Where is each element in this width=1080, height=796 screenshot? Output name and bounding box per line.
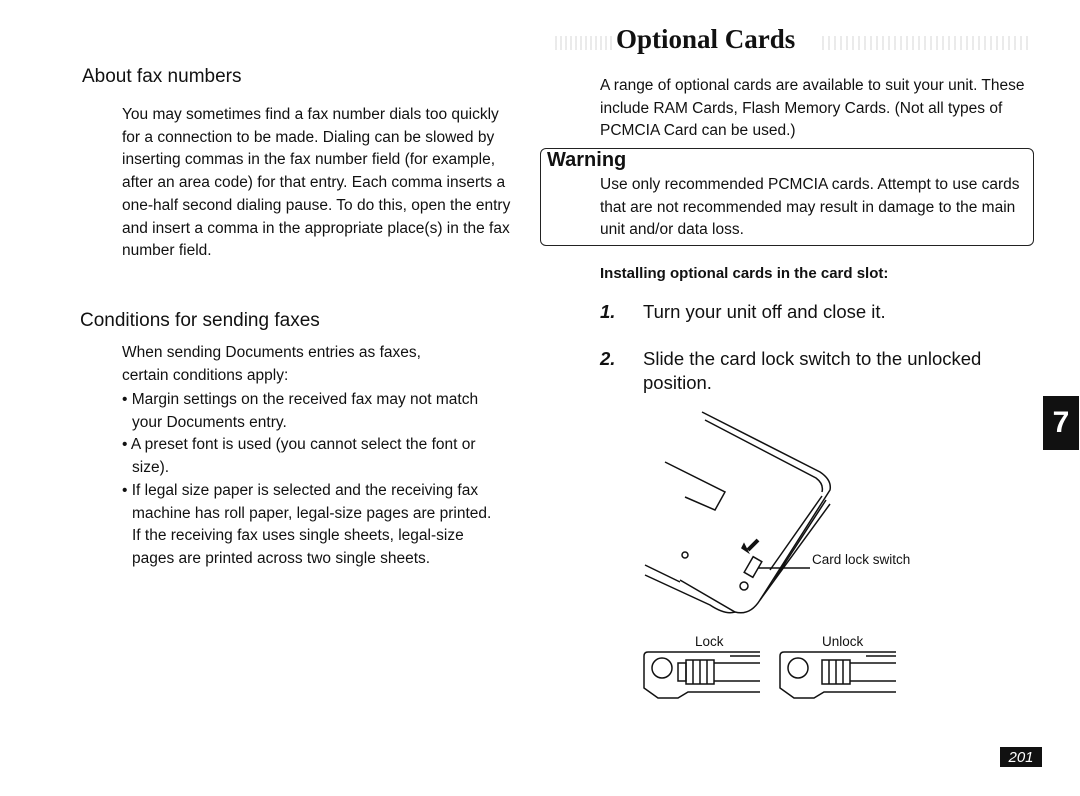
- section-heading-conditions: Conditions for sending faxes: [80, 310, 320, 331]
- lock-label: Lock: [695, 634, 724, 649]
- title-decoration: [822, 36, 1032, 50]
- warning-text: Use only recommended PCMCIA cards. Attempt to use cards that are not recommended may result in damage to the main unit and/or data loss.: [600, 176, 1020, 239]
- list-item: • If legal size paper is selected and the receiving fax machine has roll paper, legal-size pages are printed. If the receiving fax uses single sheets, legal-size pages are printed across two single sheets.: [122, 481, 492, 567]
- unit-illustration: [640, 400, 840, 640]
- conditions-list: [122, 389, 494, 571]
- procedure-heading: Installing optional cards in the card slot:: [600, 265, 889, 282]
- chapter-tab: 7: [1043, 396, 1079, 450]
- unlock-position-icon: [780, 652, 896, 698]
- section-heading-fax-numbers: About fax numbers: [82, 66, 242, 87]
- warning-box: [540, 148, 1034, 246]
- title-decoration: [555, 36, 613, 50]
- warning-title: Warning: [547, 149, 627, 171]
- fax-numbers-paragraph: You may sometimes find a fax number dials too quickly for a connection to be made. Dialing can be slowed by inserting commas in the fax number field (for example, after an area code) for that entry. Each comma inserts a one-half second dialing pause. To do this, open the entry and insert a comma in the appropriate place(s) in the fax number field.: [122, 106, 511, 260]
- page-number: 201: [1000, 747, 1042, 767]
- unlock-label: Unlock: [822, 634, 864, 649]
- card-lock-switch-callout: Card lock switch: [812, 552, 911, 567]
- conditions-intro: When sending Documents entries as faxes, certain conditions apply:: [122, 344, 421, 384]
- optional-cards-intro: A range of optional cards are available to suit your unit. These include RAM Cards, Flash Memory Cards. (Not all types of PCMCIA Card can be used.): [600, 77, 1025, 140]
- lock-position-icon: [644, 652, 760, 698]
- lock-unlock-diagram: [640, 650, 910, 710]
- step-number: 2.: [600, 348, 616, 369]
- step-text: Slide the card lock switch to the unlocked position.: [643, 348, 982, 393]
- page-title: Optional Cards: [616, 24, 796, 54]
- list-item: • Margin settings on the received fax may not match your Documents entry.: [122, 391, 479, 431]
- step-number: 1.: [600, 301, 616, 322]
- list-item: • A preset font is used (you cannot select the font or size).: [122, 436, 476, 477]
- step-text: Turn your unit off and close it.: [643, 301, 886, 322]
